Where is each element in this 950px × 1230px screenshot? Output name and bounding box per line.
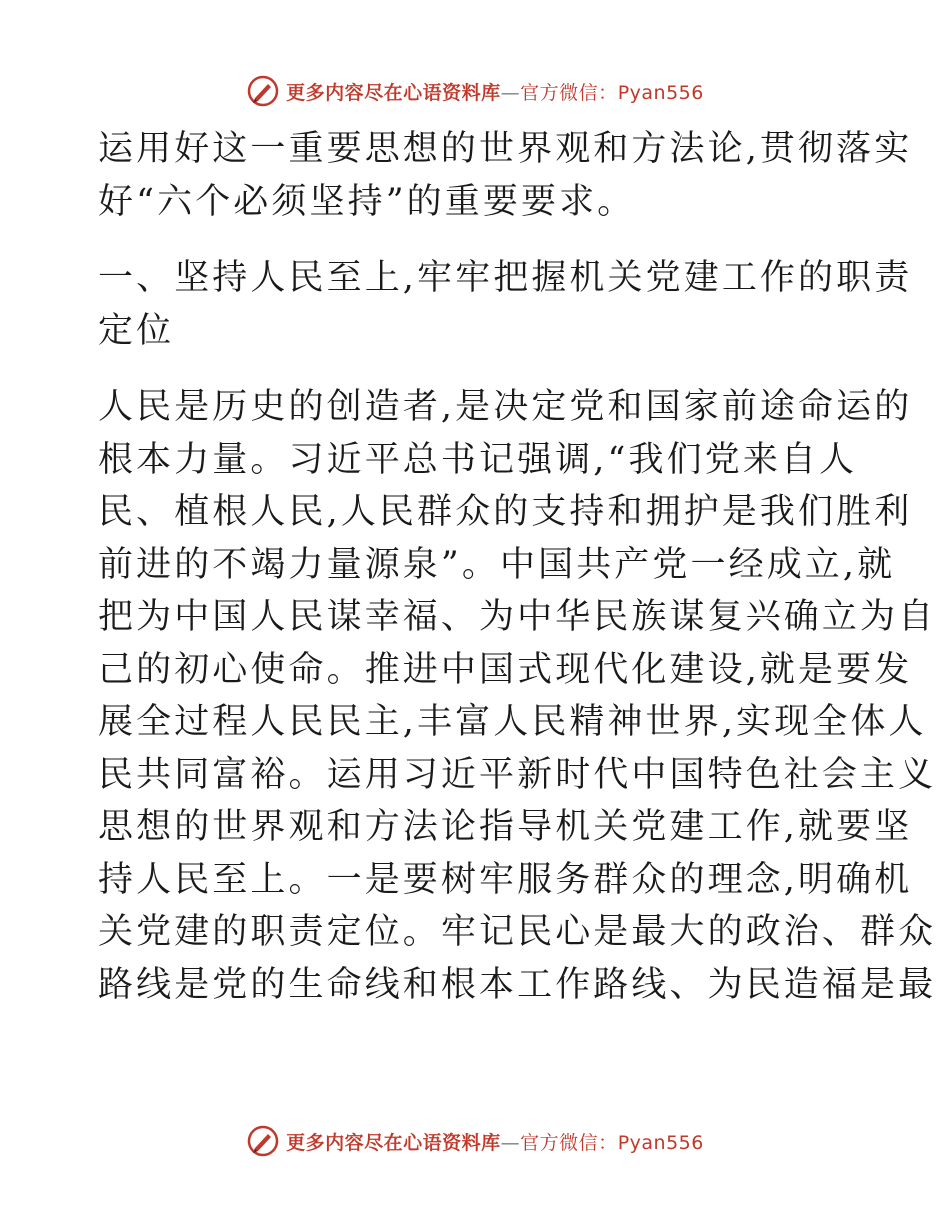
watermark-text (286, 78, 704, 105)
watermark-header (0, 71, 950, 111)
text-line: 关党建的职责定位。牢记民心是最大的政治、群众 (98, 912, 937, 952)
text-line: 运用好这一重要思想的世界观和方法论,贯彻落实 (98, 129, 913, 169)
watermark-wechat-label: 官方微信： (520, 1131, 618, 1154)
watermark-wechat-label: 官方微信： (520, 81, 618, 104)
text-line: 把为中国人民谋幸福、为中华民族谋复兴确立为自 (98, 597, 937, 637)
watermark-separator: — (500, 1131, 521, 1154)
watermark-wechat-id: Pyan556 (617, 1131, 704, 1154)
watermark-site-text: 更多内容尽在心语资料库 (286, 81, 501, 104)
text-line: 路线是党的生命线和根本工作路线、为民造福是最 (98, 964, 937, 1005)
paragraph (98, 123, 913, 228)
text-line: 民共同富裕。运用习近平新时代中国特色社会主义 (98, 754, 937, 795)
section-heading (98, 252, 913, 357)
text-line: 民、植根人民,人民群众的支持和拥护是我们胜利 (98, 492, 913, 532)
text-line: 好“六个必须坚持”的重要要求。 (98, 181, 636, 222)
watermark-site-text: 更多内容尽在心语资料库 (286, 1131, 501, 1154)
text-line: 己的初心使命。推进中国式现代化建设,就是要发 (98, 649, 913, 690)
pen-circle-logo-icon (246, 1124, 280, 1158)
watermark-text (286, 1128, 704, 1155)
text-line: 根本力量。习近平总书记强调,“我们党来自人 (98, 439, 858, 480)
document-body (98, 123, 937, 1011)
watermark-footer (0, 1121, 950, 1161)
text-line: 展全过程人民民主,丰富人民精神世界,实现全体人 (98, 702, 927, 742)
watermark-separator: — (500, 81, 521, 104)
heading-line: 定位 (98, 310, 175, 351)
text-line: 人民是历史的创造者,是决定党和国家前途命运的 (98, 387, 913, 427)
text-line: 前进的不竭力量源泉”。中国共产党一经成立,就 (98, 544, 896, 585)
watermark-wechat-id: Pyan556 (617, 81, 704, 104)
pen-circle-logo-icon (246, 74, 280, 108)
text-line: 思想的世界观和方法论指导机关党建工作,就要坚 (98, 807, 913, 847)
heading-line: 一、坚持人民至上,牢牢把握机关党建工作的职责 (98, 258, 913, 298)
paragraph (98, 381, 937, 1011)
text-line: 持人民至上。一是要树牢服务群众的理念,明确机 (98, 859, 913, 900)
